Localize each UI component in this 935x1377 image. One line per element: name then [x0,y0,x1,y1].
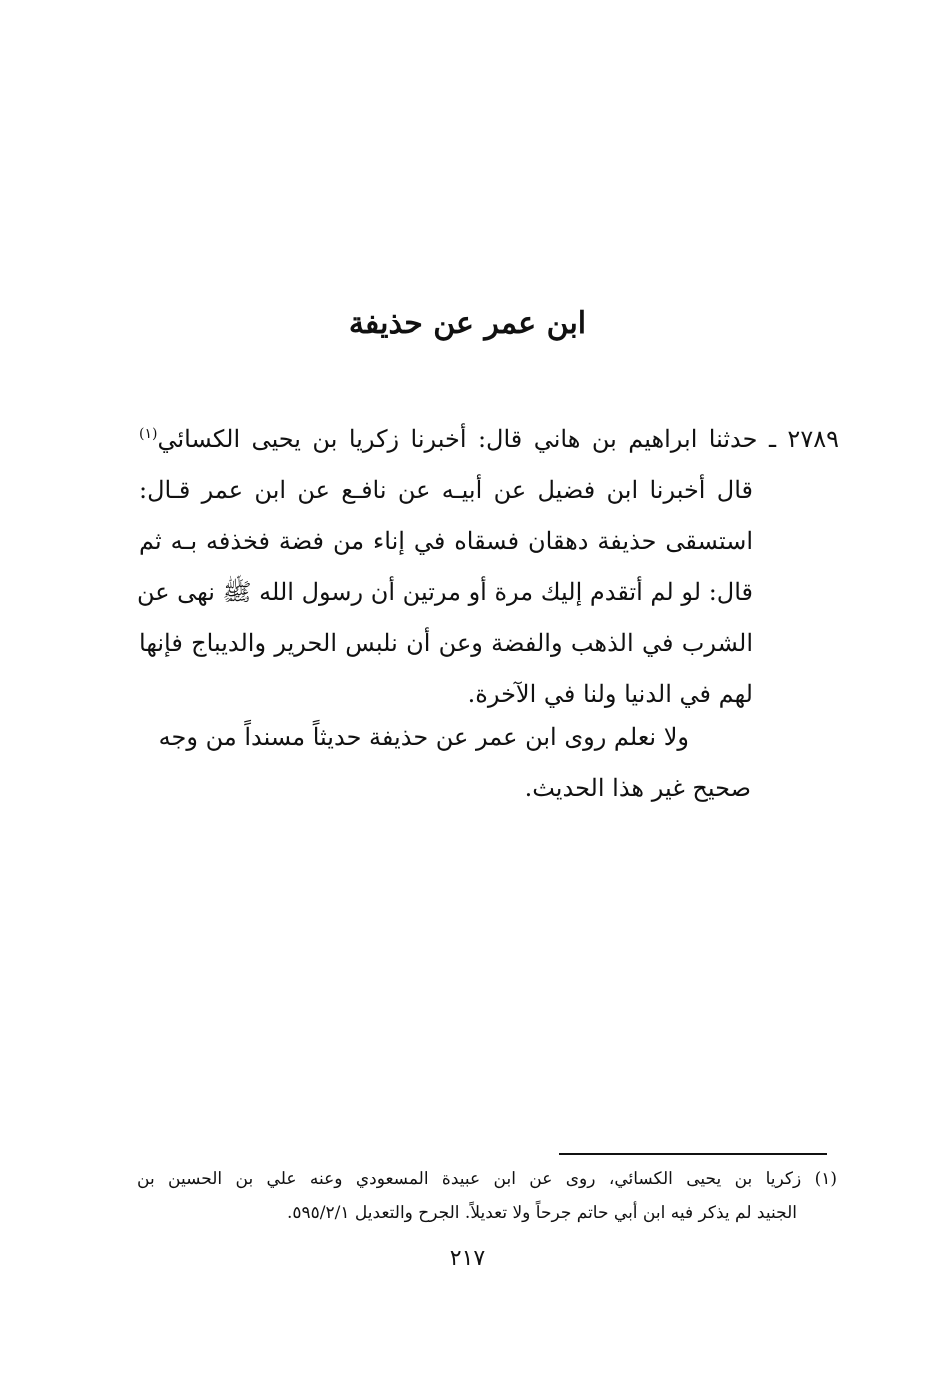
footnote-reference: (١) [139,426,158,442]
hadith-line-1-text: حدثنا ابراهيم بن هاني قال: أخبرنا زكريا بن يحيى الكسائي [157,425,758,453]
footnote-line-1: (١) زكريا بن يحيى الكسائي، روى عن ابن عبيدة المسعودي وعنه علي بن الحسين بن [137,1169,837,1189]
hadith-line-5: الشرب في الذهب والفضة وعن أن نلبس الحرير والديباج فإنها [139,629,753,657]
hadith-line-2: قال أخبرنا ابن فضيل عن أبيـه عن نافـع عن ابن عمر قـال: [139,476,753,504]
hadith-line-1 [139,414,839,465]
comment-line-2: صحيح غير هذا الحديث. [524,774,751,802]
hadith-number: ٢٧٨٩ ـ [768,425,839,453]
page-number: ٢١٧ [449,1246,486,1271]
hadith-line-3: استسقى حذيفة دهقان فسقاه في إناء من فضة فخذفه بـه ثم [139,527,753,555]
section-title: ابن عمر عن حذيفة [348,306,587,341]
hadith-line-4: قال: لو لم أتقدم إليك مرة أو مرتين أن رسول الله ﷺ نهى عن [136,578,753,606]
comment-line-1: ولا نعلم روى ابن عمر عن حذيفة حديثاً مسنداً من وجه [158,723,689,751]
footnote-divider [559,1153,827,1155]
footnotes [137,1162,837,1230]
author-comment [139,712,751,814]
footnote-line-2: الجنيد لم يذكر فيه ابن أبي حاتم جرحاً ولا تعديلاً. الجرح والتعديل ٥٩٥/٢/١. [287,1203,797,1223]
hadith-line-6: لهم في الدنيا ولنا في الآخرة. [467,680,753,708]
hadith-text [136,414,839,720]
